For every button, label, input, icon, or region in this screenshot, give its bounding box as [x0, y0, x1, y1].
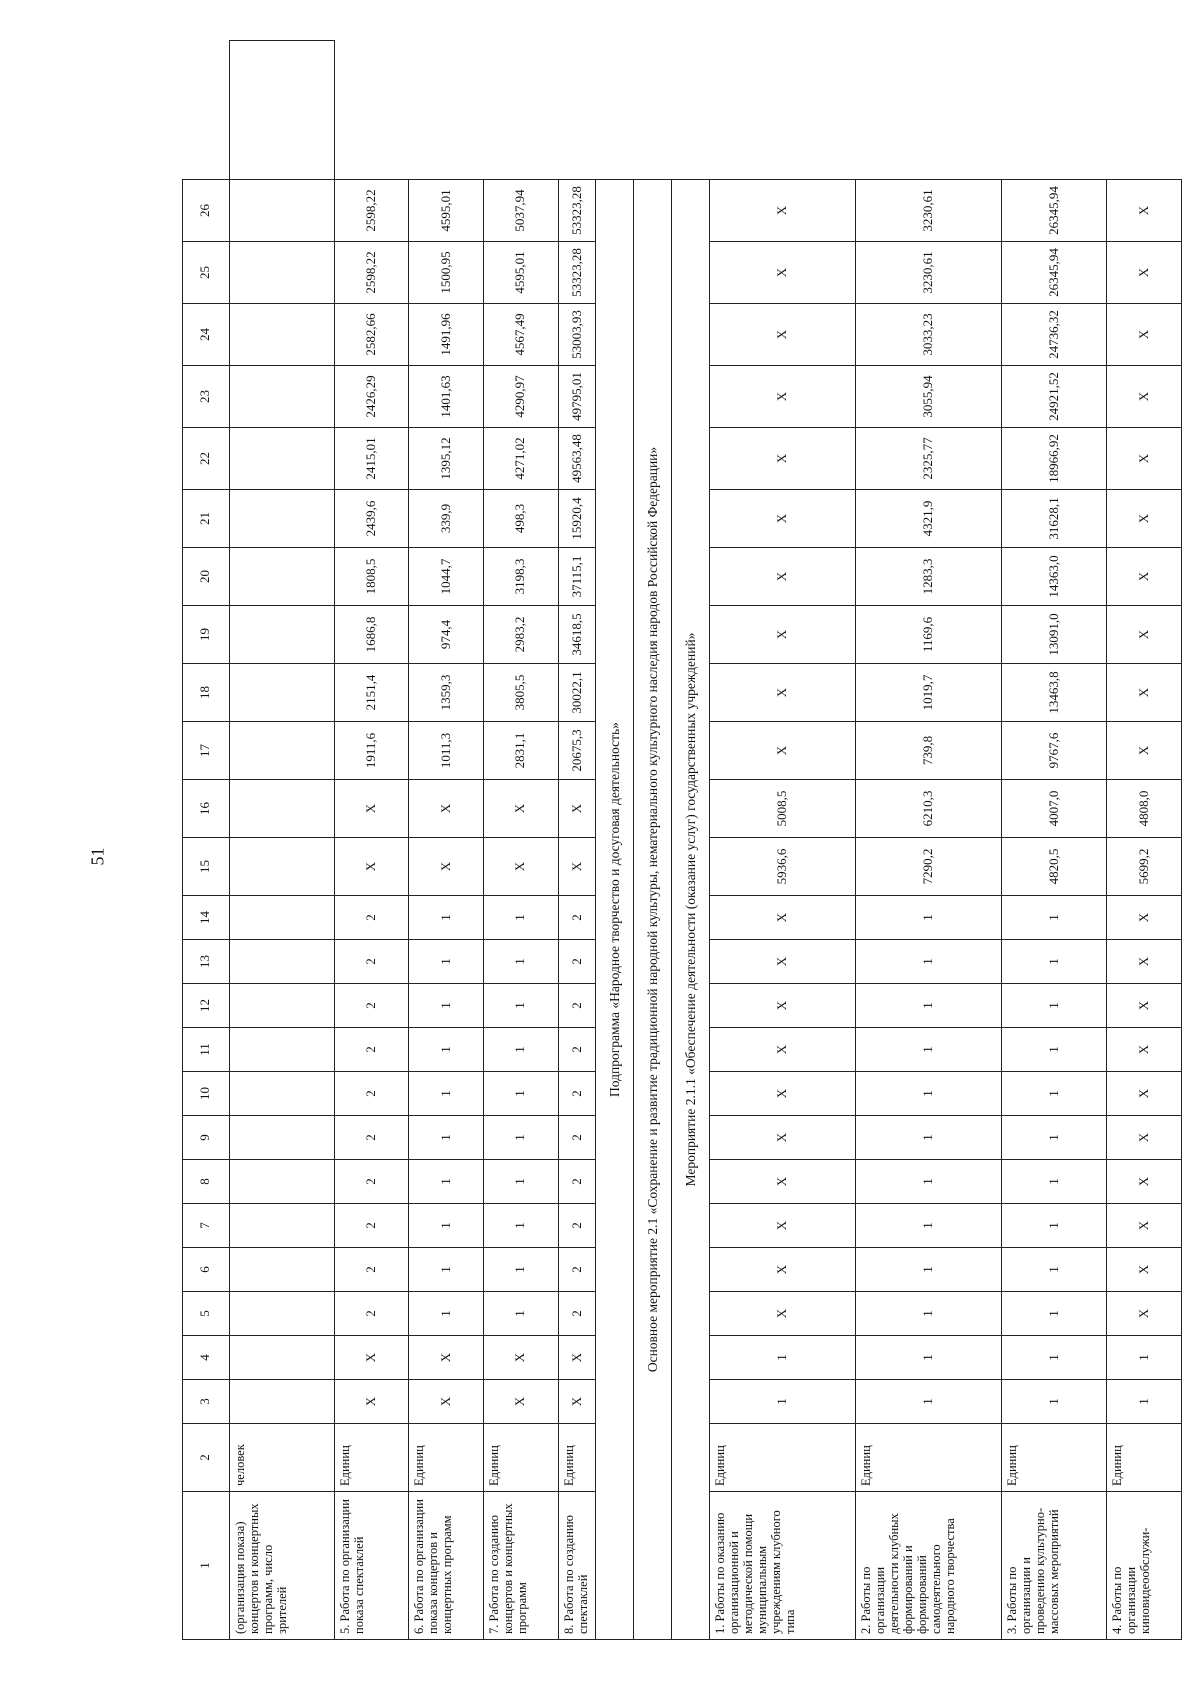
- row-value-cell: X: [1107, 1072, 1182, 1116]
- column-number-cell: 3: [183, 1380, 230, 1424]
- row-value-cell: 15920,4: [558, 490, 596, 548]
- table-row: [334, 41, 409, 1640]
- row-value-cell: [229, 428, 334, 490]
- row-value-cell: X: [710, 366, 856, 428]
- row-value-cell: 1: [409, 1028, 484, 1072]
- row-value-cell: 1: [409, 1072, 484, 1116]
- row-value-cell: 498,3: [483, 490, 558, 548]
- column-number-cell: 13: [183, 940, 230, 984]
- row-value-cell: 24736,32: [1002, 304, 1107, 366]
- row-value-cell: [229, 548, 334, 606]
- section-heading-cell: Основное мероприятие 2.1 «Сохранение и развитие традиционной народной культуры, нематериального культурного наследия народов Российской Федерации»: [634, 180, 672, 1640]
- row-value-cell: 1: [856, 984, 1002, 1028]
- row-value-cell: 13463,8: [1002, 664, 1107, 722]
- page-number: 51: [87, 847, 108, 866]
- row-value-cell: X: [1107, 1204, 1182, 1248]
- row-value-cell: X: [1107, 1248, 1182, 1292]
- row-value-cell: [229, 1116, 334, 1160]
- row-value-cell: X: [1107, 722, 1182, 780]
- row-value-cell: 2831,1: [483, 722, 558, 780]
- row-value-cell: 2: [334, 940, 409, 984]
- row-value-cell: X: [710, 180, 856, 242]
- row-value-cell: [229, 1292, 334, 1336]
- row-value-cell: 2151,4: [334, 664, 409, 722]
- column-number-cell: 2: [183, 1424, 230, 1492]
- row-value-cell: 1283,3: [856, 548, 1002, 606]
- row-value-cell: [229, 780, 334, 838]
- row-value-cell: 1911,6: [334, 722, 409, 780]
- row-value-cell: 49795,01: [558, 366, 596, 428]
- row-value-cell: 1: [483, 896, 558, 940]
- row-value-cell: [229, 490, 334, 548]
- column-number-cell: 14: [183, 896, 230, 940]
- row-value-cell: 2: [558, 940, 596, 984]
- row-unit-cell: Единиц: [558, 1424, 596, 1492]
- row-value-cell: [229, 242, 334, 304]
- table-row: [409, 41, 484, 1640]
- row-value-cell: 2: [558, 1292, 596, 1336]
- row-value-cell: X: [710, 606, 856, 664]
- row-value-cell: X: [483, 838, 558, 896]
- row-unit-cell: Единиц: [1002, 1424, 1107, 1492]
- row-value-cell: X: [409, 780, 484, 838]
- row-value-cell: 1: [1002, 896, 1107, 940]
- section-heading-row: [672, 41, 710, 1640]
- row-value-cell: 1: [710, 1336, 856, 1380]
- row-value-cell: 1: [1002, 1380, 1107, 1424]
- row-value-cell: 2: [558, 1160, 596, 1204]
- table-row: [229, 41, 334, 1640]
- row-value-cell: 31628,1: [1002, 490, 1107, 548]
- column-number-cell: 10: [183, 1072, 230, 1116]
- column-number-cell: 4: [183, 1336, 230, 1380]
- row-value-cell: 2983,2: [483, 606, 558, 664]
- row-value-cell: X: [483, 1336, 558, 1380]
- row-value-cell: 34618,5: [558, 606, 596, 664]
- row-value-cell: 4595,01: [483, 242, 558, 304]
- row-value-cell: 2: [558, 984, 596, 1028]
- row-value-cell: 1: [483, 1248, 558, 1292]
- row-value-cell: X: [558, 838, 596, 896]
- row-value-cell: [229, 41, 334, 180]
- row-value-cell: X: [334, 838, 409, 896]
- row-value-cell: 7290,2: [856, 838, 1002, 896]
- row-value-cell: 2598,22: [334, 242, 409, 304]
- column-number-cell: 22: [183, 428, 230, 490]
- row-value-cell: 2598,22: [334, 180, 409, 242]
- row-name-cell: 1. Работы по оказанию организационной и методической помощи муниципальным учреждениям клубного типа: [710, 1492, 856, 1640]
- row-name-cell: 7. Работа по созданию концертов и концертных программ: [483, 1492, 558, 1640]
- row-value-cell: X: [1107, 896, 1182, 940]
- row-value-cell: 1395,12: [409, 428, 484, 490]
- row-value-cell: X: [710, 242, 856, 304]
- column-number-cell: 15: [183, 838, 230, 896]
- row-value-cell: 13091,0: [1002, 606, 1107, 664]
- row-value-cell: 2: [334, 1116, 409, 1160]
- row-value-cell: 3230,61: [856, 180, 1002, 242]
- row-value-cell: 53323,28: [558, 242, 596, 304]
- row-value-cell: X: [558, 780, 596, 838]
- row-value-cell: X: [710, 984, 856, 1028]
- row-value-cell: 1: [1002, 1116, 1107, 1160]
- row-value-cell: 1: [1002, 1248, 1107, 1292]
- row-value-cell: 18966,92: [1002, 428, 1107, 490]
- row-value-cell: 26345,94: [1002, 180, 1107, 242]
- row-value-cell: 2325,77: [856, 428, 1002, 490]
- row-value-cell: X: [710, 1116, 856, 1160]
- row-value-cell: 739,8: [856, 722, 1002, 780]
- row-value-cell: [229, 1072, 334, 1116]
- row-unit-cell: Единиц: [856, 1424, 1002, 1492]
- row-value-cell: 1: [483, 1028, 558, 1072]
- row-value-cell: 1: [483, 984, 558, 1028]
- row-value-cell: [229, 1204, 334, 1248]
- row-value-cell: 1: [1002, 1072, 1107, 1116]
- row-name-cell: (организация показа) концертов и концертных программ, число зрителей: [229, 1492, 334, 1640]
- row-value-cell: 53323,28: [558, 180, 596, 242]
- section-heading-row: [596, 41, 634, 1640]
- row-value-cell: X: [1107, 1160, 1182, 1204]
- column-number-cell: 19: [183, 606, 230, 664]
- row-value-cell: X: [1107, 1116, 1182, 1160]
- indicator-table: [182, 40, 1182, 1640]
- row-value-cell: X: [710, 1292, 856, 1336]
- row-unit-cell: Единиц: [710, 1424, 856, 1492]
- row-value-cell: [229, 722, 334, 780]
- row-value-cell: 26345,94: [1002, 242, 1107, 304]
- row-value-cell: 1: [409, 1248, 484, 1292]
- row-value-cell: 5008,5: [710, 780, 856, 838]
- row-value-cell: 4567,49: [483, 304, 558, 366]
- row-name-cell: 3. Работы по организации и проведению культурно-массовых мероприятий: [1002, 1492, 1107, 1640]
- row-value-cell: 1: [856, 940, 1002, 984]
- column-number-cell: 18: [183, 664, 230, 722]
- section-heading-cell: Мероприятие 2.1.1 «Обеспечение деятельности (оказание услуг) государственных учреждений»: [672, 180, 710, 1640]
- row-value-cell: X: [710, 548, 856, 606]
- column-number-cell: 26: [183, 180, 230, 242]
- column-number-cell: 8: [183, 1160, 230, 1204]
- row-value-cell: 1: [856, 1380, 1002, 1424]
- row-value-cell: 1: [856, 1072, 1002, 1116]
- column-number-cell: 12: [183, 984, 230, 1028]
- row-value-cell: 5037,94: [483, 180, 558, 242]
- row-value-cell: 1: [856, 1116, 1002, 1160]
- row-value-cell: 1: [856, 1292, 1002, 1336]
- row-value-cell: 2: [334, 1248, 409, 1292]
- row-value-cell: 4007,0: [1002, 780, 1107, 838]
- row-value-cell: 2: [334, 1292, 409, 1336]
- row-value-cell: 1: [409, 896, 484, 940]
- row-value-cell: X: [1107, 242, 1182, 304]
- row-value-cell: X: [1107, 548, 1182, 606]
- row-value-cell: X: [483, 1380, 558, 1424]
- row-value-cell: [229, 940, 334, 984]
- row-value-cell: X: [1107, 428, 1182, 490]
- section-heading-cell: Подпрограмма «Народное творчество и досуговая деятельность»: [596, 180, 634, 1640]
- row-value-cell: X: [334, 780, 409, 838]
- row-value-cell: 2: [334, 1028, 409, 1072]
- row-value-cell: 6210,3: [856, 780, 1002, 838]
- row-value-cell: X: [710, 940, 856, 984]
- row-value-cell: 3230,61: [856, 242, 1002, 304]
- row-value-cell: 1: [1002, 1160, 1107, 1204]
- row-value-cell: [229, 896, 334, 940]
- row-value-cell: 339,9: [409, 490, 484, 548]
- row-value-cell: X: [1107, 984, 1182, 1028]
- row-value-cell: [229, 1336, 334, 1380]
- row-value-cell: [229, 984, 334, 1028]
- row-value-cell: X: [1107, 606, 1182, 664]
- row-value-cell: 2582,66: [334, 304, 409, 366]
- column-number-cell: 24: [183, 304, 230, 366]
- row-value-cell: [229, 1380, 334, 1424]
- row-value-cell: 2: [558, 1248, 596, 1292]
- row-value-cell: X: [710, 722, 856, 780]
- row-value-cell: [229, 366, 334, 428]
- row-value-cell: X: [409, 838, 484, 896]
- row-value-cell: X: [710, 1248, 856, 1292]
- column-number-cell: 25: [183, 242, 230, 304]
- row-value-cell: 24921,52: [1002, 366, 1107, 428]
- row-name-cell: 2. Работы по организации деятельности клубных формирований и формирований самодеятельного народного творчества: [856, 1492, 1002, 1640]
- row-value-cell: 2: [334, 1072, 409, 1116]
- row-value-cell: X: [710, 1072, 856, 1116]
- row-value-cell: 1: [483, 1292, 558, 1336]
- row-value-cell: 3033,23: [856, 304, 1002, 366]
- row-value-cell: X: [1107, 664, 1182, 722]
- section-heading-row: [634, 41, 672, 1640]
- row-value-cell: 1: [1002, 984, 1107, 1028]
- column-number-cell: 23: [183, 366, 230, 428]
- column-number-cell: 6: [183, 1248, 230, 1292]
- row-value-cell: 30022,1: [558, 664, 596, 722]
- row-value-cell: [229, 606, 334, 664]
- row-value-cell: 1044,7: [409, 548, 484, 606]
- row-unit-cell: Единиц: [334, 1424, 409, 1492]
- table-row: [483, 41, 558, 1640]
- row-unit-cell: человек: [229, 1424, 334, 1492]
- row-value-cell: 2439,6: [334, 490, 409, 548]
- row-value-cell: X: [1107, 366, 1182, 428]
- row-name-cell: 6. Работа по организации показа концертов и концертных программ: [409, 1492, 484, 1640]
- row-value-cell: [229, 1248, 334, 1292]
- row-value-cell: 1: [1002, 1028, 1107, 1072]
- row-value-cell: X: [710, 1204, 856, 1248]
- row-value-cell: [229, 180, 334, 242]
- row-value-cell: 2: [334, 984, 409, 1028]
- column-number-cell: 5: [183, 1292, 230, 1336]
- row-value-cell: 1: [483, 1072, 558, 1116]
- row-value-cell: 1: [409, 1160, 484, 1204]
- row-value-cell: 2: [334, 896, 409, 940]
- row-unit-cell: Единиц: [409, 1424, 484, 1492]
- row-value-cell: X: [710, 1160, 856, 1204]
- row-value-cell: X: [334, 1336, 409, 1380]
- row-value-cell: 3805,5: [483, 664, 558, 722]
- row-value-cell: X: [710, 428, 856, 490]
- table-row: [558, 41, 596, 1640]
- row-value-cell: 37115,1: [558, 548, 596, 606]
- row-value-cell: 1: [856, 1028, 1002, 1072]
- row-value-cell: 1: [1002, 940, 1107, 984]
- table-body: [183, 41, 1182, 1640]
- row-value-cell: 4820,5: [1002, 838, 1107, 896]
- row-value-cell: 2: [334, 1204, 409, 1248]
- row-value-cell: 1: [1002, 1336, 1107, 1380]
- column-number-cell: 17: [183, 722, 230, 780]
- row-value-cell: X: [334, 1380, 409, 1424]
- row-value-cell: 4595,01: [409, 180, 484, 242]
- column-number-cell: 1: [183, 1492, 230, 1640]
- row-value-cell: 1: [483, 1116, 558, 1160]
- column-number-cell: 9: [183, 1116, 230, 1160]
- row-value-cell: 1491,96: [409, 304, 484, 366]
- row-value-cell: 1401,63: [409, 366, 484, 428]
- row-value-cell: X: [409, 1336, 484, 1380]
- row-value-cell: 1: [856, 896, 1002, 940]
- row-value-cell: X: [409, 1380, 484, 1424]
- column-number-cell: 11: [183, 1028, 230, 1072]
- row-value-cell: 1: [856, 1248, 1002, 1292]
- row-value-cell: X: [1107, 940, 1182, 984]
- row-value-cell: 1: [483, 1160, 558, 1204]
- row-value-cell: 1: [856, 1336, 1002, 1380]
- row-value-cell: 1: [1002, 1292, 1107, 1336]
- row-value-cell: 4321,9: [856, 490, 1002, 548]
- row-value-cell: 49563,48: [558, 428, 596, 490]
- row-value-cell: X: [558, 1336, 596, 1380]
- row-value-cell: 2426,29: [334, 366, 409, 428]
- table-row: [856, 41, 1002, 1640]
- row-value-cell: 1359,3: [409, 664, 484, 722]
- table-row: [1107, 41, 1182, 1640]
- row-value-cell: 2: [558, 1072, 596, 1116]
- row-value-cell: X: [710, 896, 856, 940]
- row-value-cell: 1: [1002, 1204, 1107, 1248]
- column-number-row: [183, 41, 230, 1640]
- row-value-cell: 1: [409, 1116, 484, 1160]
- column-number-cell: 16: [183, 780, 230, 838]
- row-value-cell: [229, 304, 334, 366]
- row-value-cell: X: [710, 664, 856, 722]
- row-value-cell: X: [1107, 304, 1182, 366]
- row-value-cell: 4290,97: [483, 366, 558, 428]
- row-value-cell: 5699,2: [1107, 838, 1182, 896]
- row-value-cell: 974,4: [409, 606, 484, 664]
- row-value-cell: X: [558, 1380, 596, 1424]
- table-row: [1002, 41, 1107, 1640]
- row-value-cell: X: [710, 490, 856, 548]
- row-value-cell: 1019,7: [856, 664, 1002, 722]
- row-value-cell: X: [483, 780, 558, 838]
- row-value-cell: X: [710, 304, 856, 366]
- row-value-cell: 2: [558, 896, 596, 940]
- row-value-cell: [229, 1160, 334, 1204]
- row-value-cell: 1808,5: [334, 548, 409, 606]
- row-unit-cell: Единиц: [483, 1424, 558, 1492]
- row-name-cell: 8. Работа по созданию спектаклей: [558, 1492, 596, 1640]
- row-value-cell: X: [1107, 1028, 1182, 1072]
- row-value-cell: 1: [710, 1380, 856, 1424]
- row-value-cell: [229, 1028, 334, 1072]
- row-value-cell: 53003,93: [558, 304, 596, 366]
- row-unit-cell: Единиц: [1107, 1424, 1182, 1492]
- row-value-cell: 1011,3: [409, 722, 484, 780]
- row-value-cell: 1: [409, 1292, 484, 1336]
- row-value-cell: [229, 664, 334, 722]
- row-value-cell: 1: [1107, 1336, 1182, 1380]
- row-value-cell: X: [1107, 1292, 1182, 1336]
- row-value-cell: 14363,0: [1002, 548, 1107, 606]
- row-name-cell: 4. Работы по организации киновидеообслужи-: [1107, 1492, 1182, 1640]
- row-value-cell: 1169,6: [856, 606, 1002, 664]
- row-value-cell: 1: [409, 940, 484, 984]
- row-value-cell: 4808,0: [1107, 780, 1182, 838]
- row-value-cell: 1: [856, 1160, 1002, 1204]
- row-value-cell: 1: [1107, 1380, 1182, 1424]
- row-value-cell: 1: [483, 940, 558, 984]
- column-number-cell: 21: [183, 490, 230, 548]
- row-value-cell: [229, 838, 334, 896]
- row-value-cell: 20675,3: [558, 722, 596, 780]
- row-value-cell: 1500,95: [409, 242, 484, 304]
- table-row: [710, 41, 856, 1640]
- rotated-table-container: [182, 40, 1182, 1640]
- row-value-cell: 1: [409, 1204, 484, 1248]
- row-value-cell: 1686,8: [334, 606, 409, 664]
- row-value-cell: 9767,6: [1002, 722, 1107, 780]
- row-value-cell: X: [1107, 180, 1182, 242]
- row-value-cell: X: [710, 1028, 856, 1072]
- row-value-cell: 2: [334, 1160, 409, 1204]
- row-value-cell: 2: [558, 1204, 596, 1248]
- column-number-cell: 7: [183, 1204, 230, 1248]
- row-value-cell: 3055,94: [856, 366, 1002, 428]
- row-value-cell: 4271,02: [483, 428, 558, 490]
- row-value-cell: 5936,6: [710, 838, 856, 896]
- row-value-cell: 2: [558, 1028, 596, 1072]
- row-value-cell: 1: [856, 1204, 1002, 1248]
- row-value-cell: 2: [558, 1116, 596, 1160]
- row-name-cell: 5. Работа по организации показа спектаклей: [334, 1492, 409, 1640]
- column-number-cell: 20: [183, 548, 230, 606]
- row-value-cell: 1: [483, 1204, 558, 1248]
- row-value-cell: 3198,3: [483, 548, 558, 606]
- row-value-cell: 2415,01: [334, 428, 409, 490]
- row-value-cell: 1: [409, 984, 484, 1028]
- row-value-cell: X: [1107, 490, 1182, 548]
